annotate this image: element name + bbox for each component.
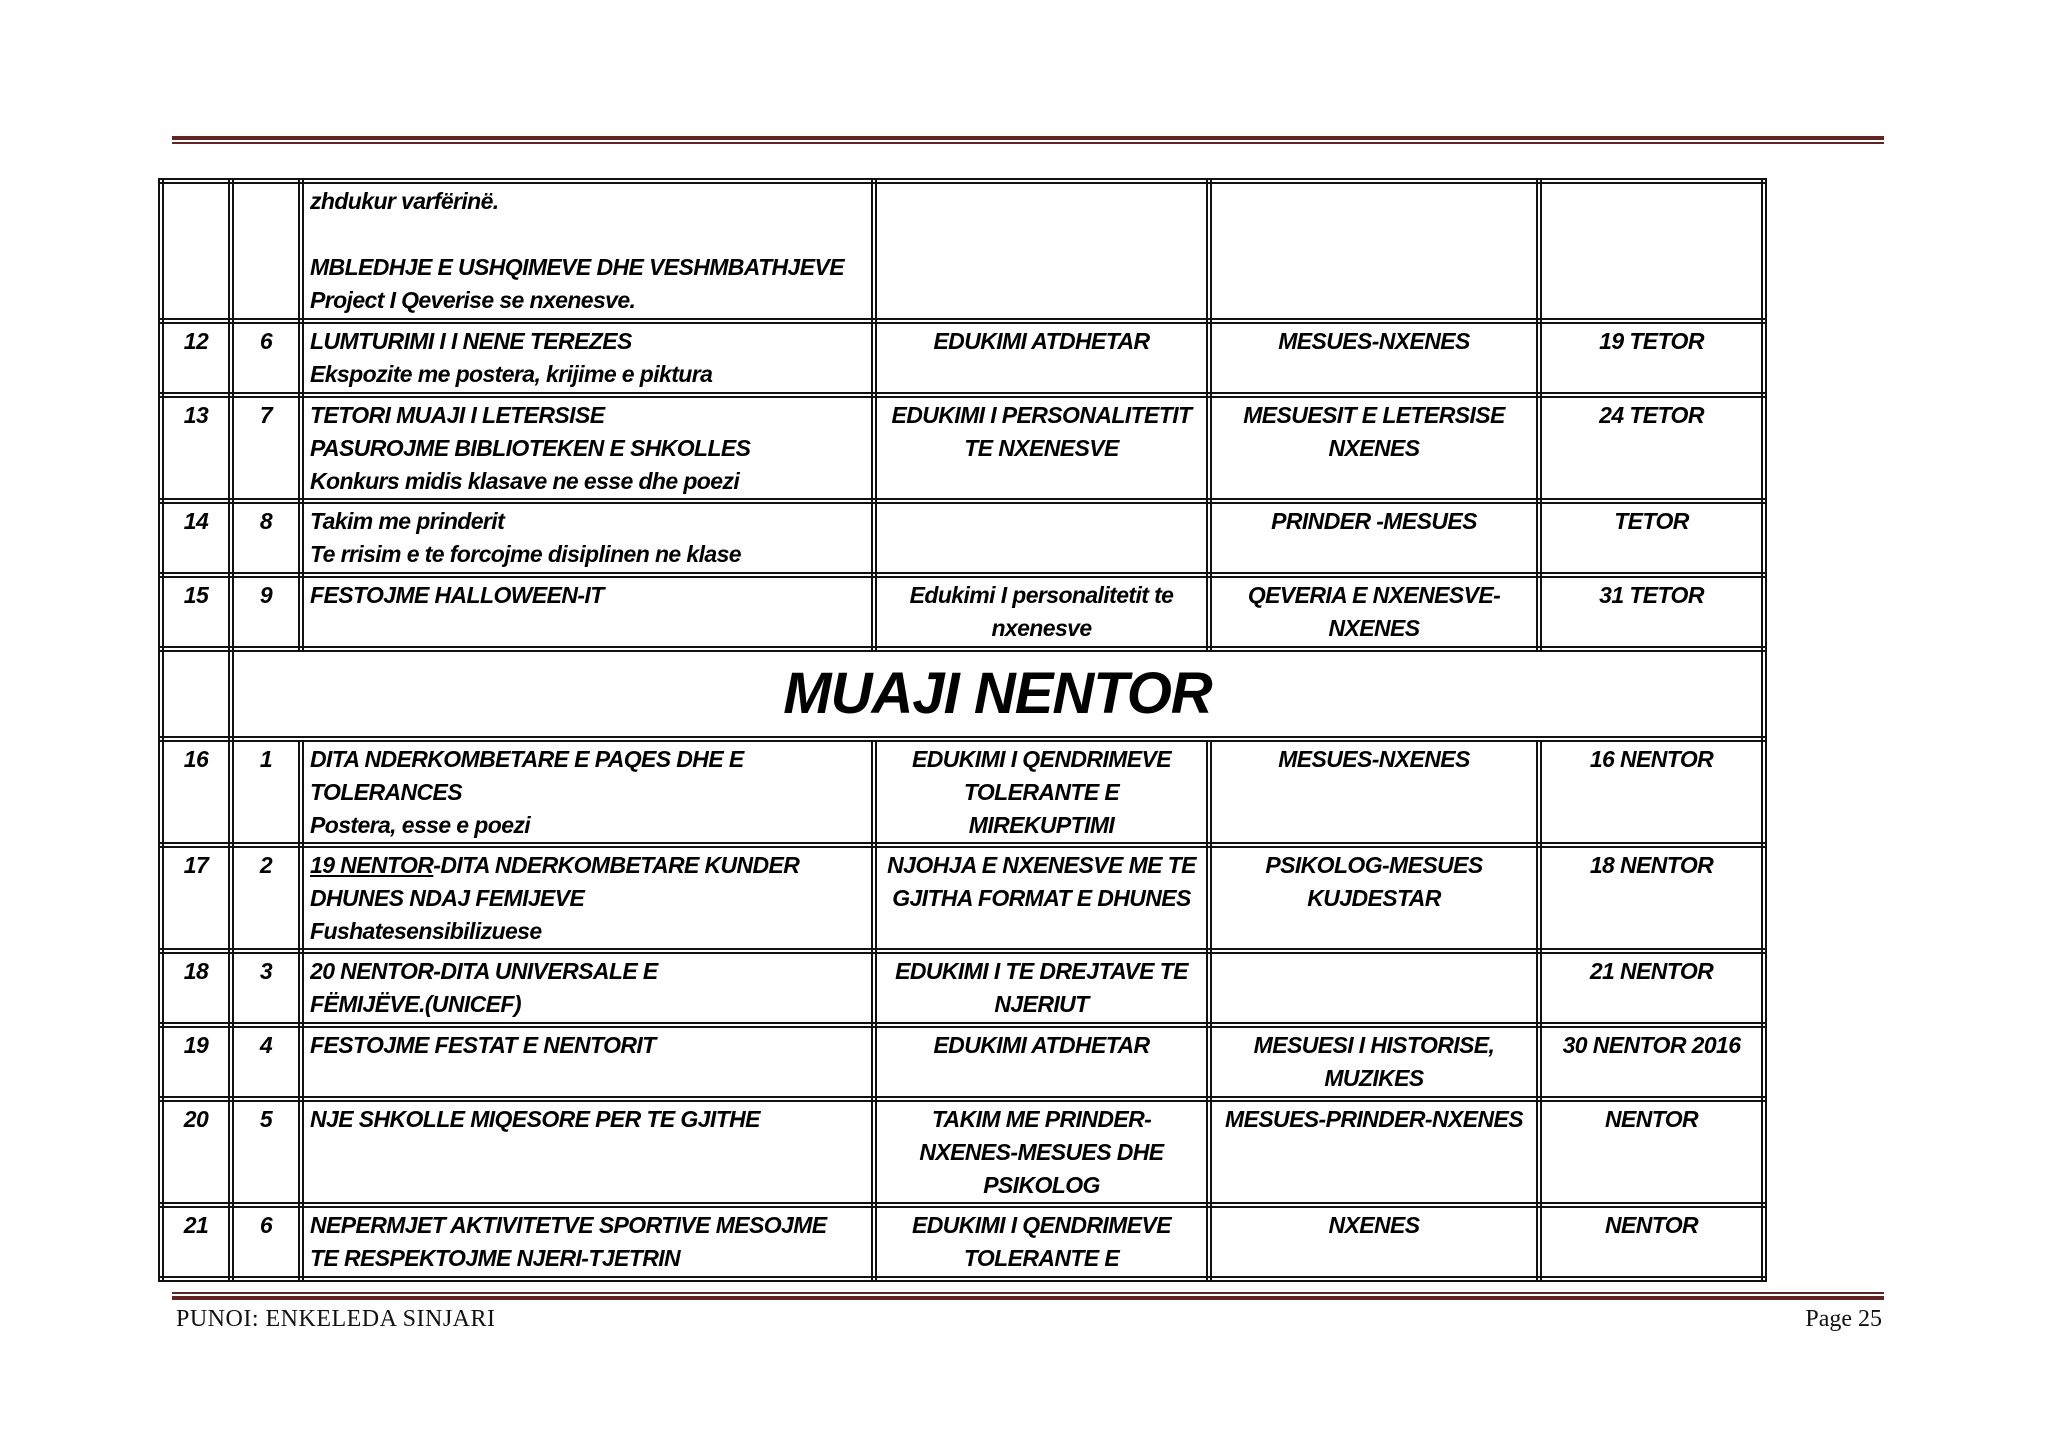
date-cell [1539,181,1764,321]
activity-cell-line: Ekspozite me postera, krijime e piktura [310,361,713,387]
responsible-cell-line: PRINDER -MESUES [1271,508,1477,534]
activity-cell [301,501,874,575]
month-title: MUAJI NENTOR [231,649,1764,739]
activity-cell-line: FËMIJËVE.(UNICEF) [310,991,521,1017]
activity-cell [301,739,874,845]
education-area-cell [874,739,1209,845]
row-subnumber-cell: 5 [231,1099,301,1205]
header-rule [172,136,1884,144]
month-header-section [161,649,1764,739]
education-area-cell [874,321,1209,395]
responsible-cell [1209,501,1539,575]
education-area-cell-line: EDUKIMI ATDHETAR [933,328,1150,354]
table-body-november [161,739,1764,1279]
activity-cell-line: FESTOJME FESTAT E NENTORIT [310,1032,656,1058]
table-row [161,575,1764,649]
education-area-cell [874,845,1209,951]
date-cell: 31 TETOR [1539,575,1764,649]
row-subnumber-cell: 9 [231,575,301,649]
responsible-cell-line: KUJDESTAR [1307,885,1441,911]
table-body-october [161,181,1764,649]
education-area-cell [874,575,1209,649]
row-number-cell: 15 [161,575,231,649]
activity-cell-line: Te rrisim e te forcojme disiplinen ne klase [310,541,741,567]
table-row [161,181,1764,321]
education-area-cell-line: TAKIM ME PRINDER- [931,1106,1152,1132]
responsible-cell-line: PSIKOLOG-MESUES [1265,852,1483,878]
row-number-cell: 19 [161,1025,231,1099]
responsible-cell-line: MUZIKES [1324,1065,1424,1091]
education-area-cell-line: MIREKUPTIMI [968,812,1115,838]
activity-cell [301,181,874,321]
responsible-cell [1209,845,1539,951]
education-area-cell-line: TOLERANTE E [963,779,1120,805]
education-area-cell-line: TE NXENESVE [964,435,1119,461]
month-header-empty-cell [161,649,231,739]
education-area-cell [874,501,1209,575]
row-number-cell: 12 [161,321,231,395]
activity-cell [301,575,874,649]
activity-cell-line [310,218,865,251]
row-subnumber-cell: 2 [231,845,301,951]
activity-cell [301,845,874,951]
footer-page-number: Page 25 [1805,1306,1882,1332]
row-number-cell [161,181,231,321]
row-subnumber-cell: 3 [231,951,301,1025]
table-row [161,321,1764,395]
table-row [161,951,1764,1025]
date-cell: 18 NENTOR [1539,845,1764,951]
responsible-cell [1209,739,1539,845]
activity-cell-line: Takim me prinderit [310,508,505,534]
education-area-cell-line: NJOHJA E NXENESVE ME TE [887,852,1196,878]
education-area-cell [874,1025,1209,1099]
row-number-cell: 20 [161,1099,231,1205]
responsible-cell-line: NXENES [1328,1212,1420,1238]
responsible-cell [1209,321,1539,395]
education-area-cell [874,1205,1209,1279]
row-number-cell: 18 [161,951,231,1025]
activity-cell-line: MBLEDHJE E USHQIMEVE DHE VESHMBATHJEVE [310,254,844,280]
responsible-cell [1209,951,1539,1025]
responsible-cell [1209,395,1539,501]
education-area-cell-line: EDUKIMI I PERSONALITETIT [891,402,1192,428]
activity-cell [301,1025,874,1099]
row-subnumber-cell: 6 [231,321,301,395]
education-area-cell-line: EDUKIMI ATDHETAR [933,1032,1150,1058]
date-cell: 19 TETOR [1539,321,1764,395]
row-subnumber-cell: 6 [231,1205,301,1279]
education-area-cell-line: TOLERANTE E [963,1245,1120,1271]
activity-cell-line: Postera, esse e poezi [310,812,531,838]
education-area-cell-line: nxenesve [991,615,1092,641]
row-subnumber-cell: 8 [231,501,301,575]
activity-cell-line: LUMTURIMI I I NENE TEREZES [310,328,632,354]
responsible-cell-line: MESUES-PRINDER-NXENES [1225,1106,1523,1132]
row-number-cell: 17 [161,845,231,951]
education-area-cell [874,181,1209,321]
footer-author: PUNOI: ENKELEDA SINJARI [176,1306,496,1332]
activity-cell [301,395,874,501]
activity-cell [301,951,874,1025]
activity-line-rest: -DITA NDERKOMBETARE KUNDER [433,852,800,878]
education-area-cell-line: EDUKIMI I QENDRIMEVE [912,746,1171,772]
activity-cell-line: TE RESPEKTOJME NJERI-TJETRIN [310,1245,681,1271]
activity-cell-line: PASUROJME BIBLIOTEKEN E SHKOLLES [310,435,751,461]
date-cell: 24 TETOR [1539,395,1764,501]
date-cell: 30 NENTOR 2016 [1539,1025,1764,1099]
activities-table-wrap [158,178,1761,1282]
activity-cell-line: TETORI MUAJI I LETERSISE [310,402,605,428]
education-area-cell-line: NXENES-MESUES DHE [919,1139,1164,1165]
responsible-cell-line: MESUES-NXENES [1278,746,1470,772]
responsible-cell-line: MESUESIT E LETERSISE [1243,402,1505,428]
activity-cell-line: Project I Qeverise se nxenesve. [310,287,636,313]
education-area-cell-line: PSIKOLOG [983,1172,1100,1198]
activity-cell-line: TOLERANCES [310,779,463,805]
responsible-cell [1209,1025,1539,1099]
date-cell: NENTOR [1539,1099,1764,1205]
activity-cell-line: Konkurs midis klasave ne esse dhe poezi [310,468,740,494]
activity-cell [301,1205,874,1279]
table-row [161,1025,1764,1099]
responsible-cell-line: MESUES-NXENES [1278,328,1470,354]
table-row [161,1099,1764,1205]
responsible-cell-line: MESUESI I HISTORISE, [1253,1032,1495,1058]
row-subnumber-cell: 1 [231,739,301,845]
activity-cell-line [310,849,865,882]
activity-cell [301,1099,874,1205]
responsible-cell-line: QEVERIA E NXENESVE- [1247,582,1501,608]
responsible-cell [1209,1099,1539,1205]
education-area-cell-line: GJITHA FORMAT E DHUNES [892,885,1191,911]
date-cell: 21 NENTOR [1539,951,1764,1025]
education-area-cell [874,1099,1209,1205]
table-row [161,1205,1764,1279]
month-header-row [161,649,1764,739]
education-area-cell [874,951,1209,1025]
activity-cell-line: DITA NDERKOMBETARE E PAQES DHE E [310,746,744,772]
activity-cell-line: FESTOJME HALLOWEEN-IT [310,582,604,608]
table-row [161,739,1764,845]
activity-cell-line: DHUNES NDAJ FEMIJEVE [310,885,585,911]
responsible-cell [1209,1205,1539,1279]
activity-cell-line: NEPERMJET AKTIVITETVE SPORTIVE MESOJME [310,1212,827,1238]
footer-rule [172,1292,1884,1300]
education-area-cell-line: NJERIUT [994,991,1089,1017]
responsible-cell [1209,575,1539,649]
date-cell: TETOR [1539,501,1764,575]
row-number-cell: 21 [161,1205,231,1279]
education-area-cell-line: EDUKIMI I TE DREJTAVE TE [895,958,1188,984]
table-row [161,501,1764,575]
education-area-cell [874,395,1209,501]
row-subnumber-cell [231,181,301,321]
row-subnumber-cell: 7 [231,395,301,501]
date-cell: 16 NENTOR [1539,739,1764,845]
row-number-cell: 13 [161,395,231,501]
activity-cell-line: Fushatesensibilizuese [310,918,542,944]
date-cell: NENTOR [1539,1205,1764,1279]
activity-cell-line: 20 NENTOR-DITA UNIVERSALE E [310,958,658,984]
row-number-cell: 16 [161,739,231,845]
education-area-cell-line: Edukimi I personalitetit te [909,582,1174,608]
row-subnumber-cell: 4 [231,1025,301,1099]
education-area-cell-line: EDUKIMI I QENDRIMEVE [912,1212,1171,1238]
table-row [161,845,1764,951]
activity-underlined-date: 19 NENTOR [310,852,434,878]
activity-cell-line: zhdukur varfërinë. [310,188,499,214]
activity-cell-line: NJE SHKOLLE MIQESORE PER TE GJITHE [310,1106,760,1132]
responsible-cell [1209,181,1539,321]
responsible-cell-line: NXENES [1328,435,1420,461]
table-row [161,395,1764,501]
responsible-cell-line: NXENES [1328,615,1420,641]
activities-table [158,178,1767,1282]
row-number-cell: 14 [161,501,231,575]
activity-cell [301,321,874,395]
